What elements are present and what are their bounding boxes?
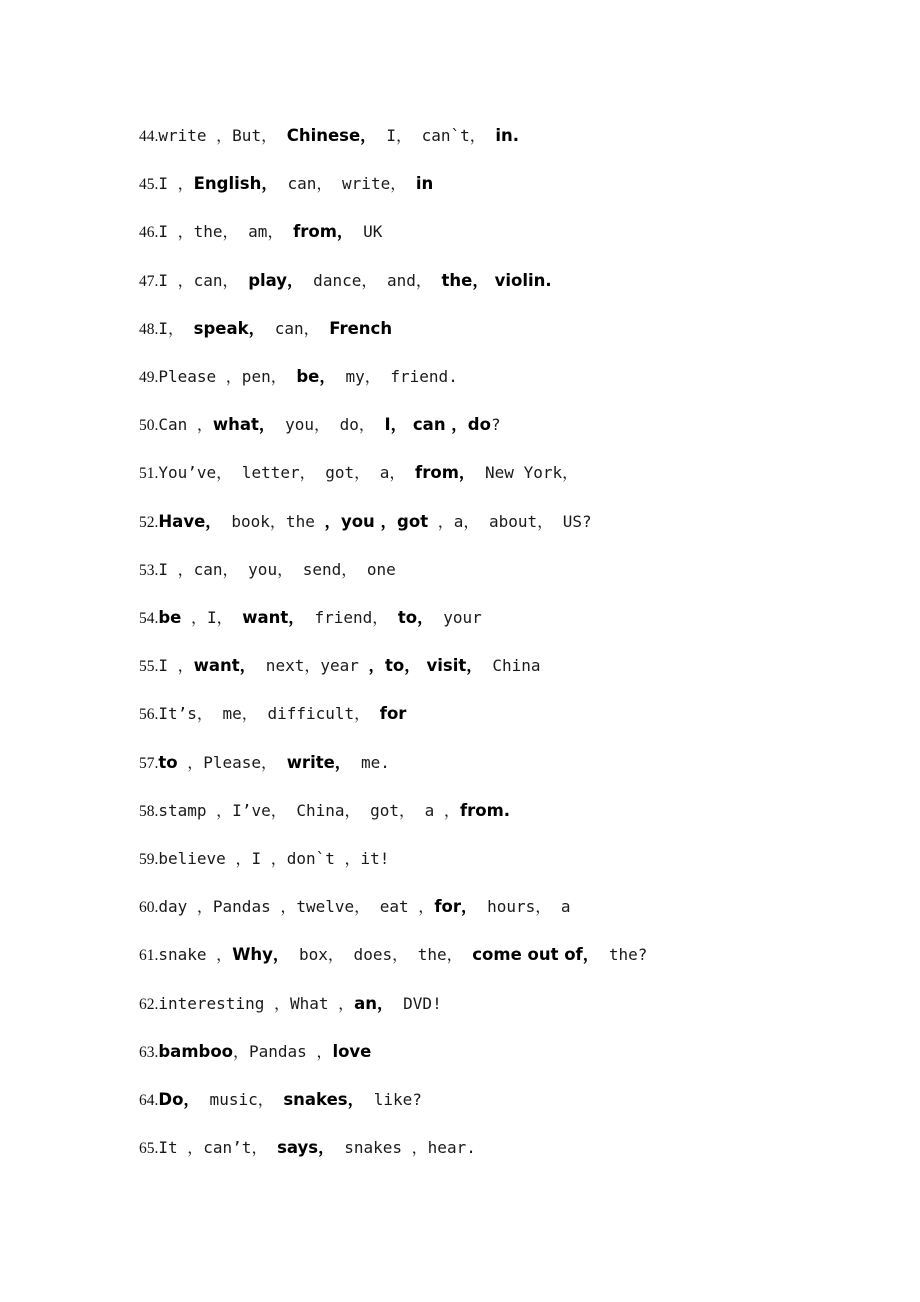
exercise-number: 51.	[139, 465, 159, 483]
exercise-line	[139, 219, 382, 245]
bold-word-group: to，	[397, 608, 434, 627]
word-group: Please ，pen，	[158, 367, 297, 386]
word-group: like?	[364, 1090, 422, 1109]
exercise-line	[139, 557, 396, 583]
exercise-number: 56.	[139, 706, 159, 724]
word-group: DVD!	[393, 993, 442, 1013]
word-group: I， can`t，	[376, 126, 496, 145]
word-group: believe ，I ，don`t ，it!	[158, 849, 390, 868]
bold-word-group: English，	[193, 174, 278, 194]
exercise-number: 60.	[139, 899, 159, 917]
word-group: Can ，	[158, 415, 213, 435]
exercise-line	[139, 1087, 422, 1113]
bold-word-group: write，	[286, 752, 352, 772]
exercise-line	[139, 653, 541, 679]
bold-word-group: be，	[296, 367, 336, 386]
exercise-number: 58.	[139, 802, 159, 820]
exercise-number: 64.	[139, 1092, 159, 1109]
exercise-line	[139, 171, 433, 197]
exercise-line	[139, 268, 552, 294]
word-group: UK	[353, 222, 383, 242]
bold-word-group: Why，	[232, 945, 290, 965]
exercise-line	[139, 1039, 371, 1065]
bold-word-group: Have，	[158, 511, 222, 531]
bold-word-group: an，	[354, 993, 394, 1013]
exercise-number: 52.	[139, 513, 159, 531]
exercise-line	[139, 412, 501, 438]
exercise-number: 65.	[139, 1140, 159, 1158]
word-group: ，I，	[181, 608, 243, 627]
exercise-number: 49.	[139, 369, 159, 386]
bold-word-group: want，	[193, 656, 257, 676]
bold-word-group: snakes，	[283, 1090, 365, 1109]
word-group: the?	[599, 945, 648, 965]
word-group: box， does， the，	[289, 945, 473, 965]
bold-word-group: in	[415, 174, 434, 194]
exercise-line	[139, 798, 510, 824]
bold-word-group: from，	[293, 222, 354, 242]
exercise-line	[139, 1135, 476, 1161]
exercise-number: 61.	[139, 947, 159, 965]
word-group: snakes ，hear.	[334, 1138, 476, 1158]
bold-word-group: be	[158, 608, 182, 627]
exercise-number: 62.	[139, 995, 159, 1013]
bold-word-group: ，to， visit，	[368, 656, 483, 676]
bold-word-group: says，	[277, 1138, 335, 1158]
bold-word-group: Chinese，	[286, 126, 377, 145]
word-group: can，	[265, 318, 330, 338]
word-group: ，Pandas ，	[233, 1041, 333, 1061]
word-group: friend，	[304, 608, 398, 627]
word-group: hours， a	[477, 897, 571, 917]
bold-word-group: play，	[248, 270, 304, 290]
word-group: book，the	[221, 511, 325, 531]
exercise-number: 44.	[139, 128, 159, 145]
bold-word-group: for	[379, 704, 407, 724]
word-group: me.	[351, 752, 390, 772]
bold-word-group: from，	[415, 463, 476, 483]
exercise-number: 50.	[139, 417, 159, 435]
word-group: I ，can，	[158, 270, 249, 290]
bold-word-group: love	[332, 1041, 372, 1061]
word-group: ，a， about， US?	[428, 511, 592, 531]
word-group: I ，	[158, 656, 194, 676]
bold-word-group: come out of，	[472, 945, 600, 965]
word-group: interesting ，What ，	[158, 993, 355, 1013]
exercise-line	[139, 316, 392, 342]
exercise-line	[139, 509, 592, 535]
bold-word-group: to	[158, 752, 178, 772]
word-group: next，year	[256, 656, 369, 676]
word-group: my， friend.	[335, 367, 458, 386]
bold-word-group: want，	[242, 608, 305, 627]
exercise-line	[139, 750, 390, 776]
exercise-line	[139, 605, 482, 631]
word-group: write ，But，	[158, 126, 287, 145]
exercise-number: 45.	[139, 176, 159, 194]
exercise-line	[139, 894, 571, 920]
word-group: China	[482, 656, 541, 676]
exercise-number: 46.	[139, 224, 159, 242]
word-group: ，Please，	[177, 752, 287, 772]
bold-word-group: French	[329, 318, 393, 338]
bold-word-group: in.	[495, 126, 520, 145]
exercise-line	[139, 123, 519, 149]
exercise-line	[139, 846, 389, 872]
exercise-number: 48.	[139, 320, 159, 338]
exercise-number: 55.	[139, 658, 159, 676]
exercise-line	[139, 991, 442, 1017]
word-group: I ，the， am，	[158, 222, 294, 242]
exercise-line	[139, 701, 406, 727]
bold-word-group: what，	[212, 415, 276, 435]
bold-word-group: for，	[434, 897, 478, 917]
word-group: you， do，	[275, 415, 385, 435]
word-group: I ，can， you， send， one	[158, 559, 396, 579]
word-group: can， write，	[277, 174, 416, 194]
bold-word-group: from.	[459, 800, 511, 820]
word-group: snake ，	[158, 945, 233, 965]
exercise-number: 63.	[139, 1043, 159, 1061]
word-group: New York，	[475, 463, 579, 483]
word-group: I，	[158, 318, 194, 338]
bold-word-group: bamboo	[158, 1041, 233, 1061]
exercise-line	[139, 942, 647, 968]
word-group: your	[433, 608, 482, 627]
word-group: It ，can’t，	[158, 1138, 278, 1158]
exercise-number: 53.	[139, 561, 159, 579]
word-group: It’s， me， difficult，	[158, 704, 380, 724]
exercise-number: 59.	[139, 851, 159, 868]
bold-word-group: Do，	[158, 1090, 200, 1109]
exercise-number: 47.	[139, 272, 159, 290]
word-group: music，	[199, 1090, 284, 1109]
exercise-number: 54.	[139, 610, 159, 627]
bold-word-group: speak，	[193, 318, 266, 338]
word-group: You’ve， letter， got， a，	[158, 463, 416, 483]
bold-word-group: I， can ，do	[384, 415, 491, 435]
exercise-line	[139, 364, 458, 390]
exercise-line	[139, 460, 578, 486]
word-group: dance， and，	[303, 270, 442, 290]
word-group: stamp ，I’ve， China， got， a ，	[158, 800, 460, 820]
word-group: day ，Pandas ，twelve， eat ，	[158, 897, 435, 917]
word-group: ?	[490, 415, 501, 435]
bold-word-group: ，you ，got	[324, 511, 429, 531]
exercise-number: 57.	[139, 754, 159, 772]
word-group: I ，	[158, 174, 194, 194]
bold-word-group: the， violin.	[441, 270, 552, 290]
